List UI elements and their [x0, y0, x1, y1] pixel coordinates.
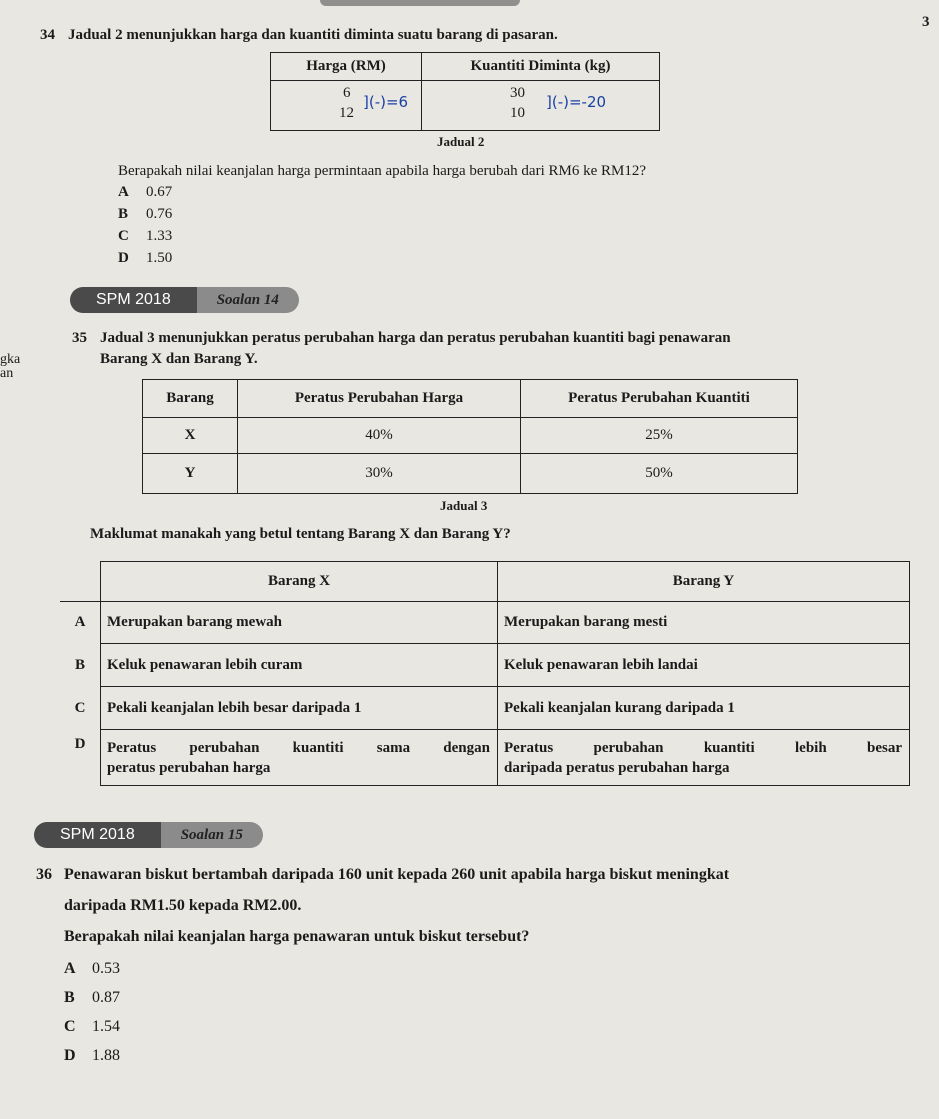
q35-number: 35 — [72, 330, 87, 346]
q36-number: 36 — [36, 866, 52, 883]
answer-d-y-line1: Peratus perubahan kuantiti lebih besar — [504, 739, 902, 756]
answer-header-barang-x: Barang X — [101, 562, 498, 602]
answer-cell-y: Keluk penawaran lebih landai — [498, 644, 910, 687]
q35-stem-line1: Jadual 3 menunjukkan peratus perubahan harga dan peratus perubahan kuantiti bagi penawaran — [100, 330, 731, 346]
jadual-3-cell: Y — [143, 454, 238, 494]
margin-fragment-1: gka — [0, 352, 21, 367]
jadual-3-caption: Jadual 3 — [440, 498, 488, 513]
jadual-3-table — [142, 379, 798, 494]
jadual-3-header-harga: Peratus Perubahan Harga — [238, 380, 521, 418]
badge-soalan: Soalan 14 — [197, 287, 299, 313]
jadual-2-kuantiti-30: 30 — [510, 85, 525, 101]
q34-stem — [40, 27, 558, 44]
option-letter: D — [64, 1047, 76, 1064]
option-letter: B — [118, 206, 129, 222]
jadual-2-harga-6: 6 — [343, 85, 351, 101]
answer-letter-blank — [60, 562, 101, 602]
option-letter: D — [118, 250, 129, 266]
option-text: 1.50 — [146, 250, 173, 266]
option-letter: A — [118, 184, 129, 200]
q35-stem-line2: Barang X dan Barang Y. — [100, 351, 258, 367]
q34-number: 34 — [40, 27, 55, 43]
jadual-2-kuantiti-10: 10 — [510, 105, 525, 121]
option-text: 1.88 — [92, 1047, 120, 1064]
answer-row-a[interactable] — [60, 602, 910, 644]
q36-option-a[interactable] — [64, 960, 120, 978]
answer-cell-x: Merupakan barang mewah — [101, 602, 498, 644]
jadual-3-cell: 25% — [521, 418, 798, 454]
answer-d-x-line1: Peratus perubahan kuantiti sama dengan — [107, 739, 490, 756]
q34-option-d[interactable] — [118, 250, 172, 267]
answer-cell-y: Merupakan barang mesti — [498, 602, 910, 644]
badge-year: SPM 2018 — [70, 287, 197, 313]
answer-d-y-line2: daripada peratus perubahan harga — [504, 759, 730, 776]
answer-letter: A — [74, 614, 86, 631]
option-letter: C — [118, 228, 129, 244]
q34-option-b[interactable] — [118, 206, 172, 223]
answer-row-b[interactable] — [60, 644, 910, 687]
option-text: 0.53 — [92, 960, 120, 977]
spm-2018-soalan-14-badge — [70, 287, 299, 313]
badge-soalan: Soalan 15 — [161, 822, 263, 848]
q36-stem-line2: daripada RM1.50 kepada RM2.00. — [64, 897, 302, 914]
handwritten-note-harga: ](-)=6 — [363, 93, 409, 111]
jadual-2-header-kuantiti: Kuantiti Diminta (kg) — [422, 53, 660, 81]
q36-option-c[interactable] — [64, 1018, 120, 1036]
answer-letter: B — [74, 656, 85, 673]
q35-question: Maklumat manakah yang betul tentang Barang X dan Barang Y? — [90, 526, 511, 542]
option-letter: B — [64, 989, 75, 1006]
jadual-2-harga-cell — [271, 81, 422, 131]
q36-stem-line1: Penawaran biskut bertambah daripada 160 unit kepada 260 unit apabila harga biskut meningkat — [64, 866, 730, 883]
margin-fragment-2: an — [0, 366, 14, 381]
answer-letter: D — [74, 735, 86, 752]
answer-row-c[interactable] — [60, 687, 910, 730]
jadual-3-header-barang: Barang — [143, 380, 238, 418]
option-letter: A — [64, 960, 76, 977]
answer-row-d[interactable] — [60, 730, 910, 786]
page-number: 3 — [922, 14, 930, 30]
jadual-3-header-kuantiti: Peratus Perubahan Kuantiti — [521, 380, 798, 418]
answer-cell-x: Keluk penawaran lebih curam — [101, 644, 498, 687]
q34-option-a[interactable] — [118, 184, 172, 201]
q34-option-c[interactable] — [118, 228, 172, 245]
jadual-3-cell: 40% — [238, 418, 521, 454]
jadual-2-table — [270, 52, 660, 131]
answer-d-x-line2: peratus perubahan harga — [107, 759, 271, 776]
answer-header-barang-y: Barang Y — [498, 562, 910, 602]
jadual-2-header-harga: Harga (RM) — [271, 53, 422, 81]
jadual-3-cell: X — [143, 418, 238, 454]
q35-answer-table — [60, 561, 910, 786]
answer-cell-y — [498, 730, 910, 786]
spm-2018-soalan-15-badge — [34, 822, 263, 848]
option-text: 0.87 — [92, 989, 120, 1006]
option-text: 0.76 — [146, 206, 173, 222]
q34-stem-text: Jadual 2 menunjukkan harga dan kuantiti diminta suatu barang di pasaran. — [68, 27, 558, 43]
q36-option-b[interactable] — [64, 989, 120, 1007]
handwritten-note-kuantiti: ](-)=-20 — [546, 93, 607, 111]
answer-cell-y: Pekali keanjalan kurang daripada 1 — [498, 687, 910, 730]
jadual-3-cell: 30% — [238, 454, 521, 494]
option-text: 1.54 — [92, 1018, 120, 1035]
q36-option-d[interactable] — [64, 1047, 120, 1065]
option-text: 1.33 — [146, 228, 173, 244]
jadual-2-harga-12: 12 — [339, 105, 354, 121]
answer-cell-x — [101, 730, 498, 786]
option-text: 0.67 — [146, 184, 173, 200]
top-smudge — [320, 0, 520, 6]
jadual-2-caption: Jadual 2 — [437, 134, 485, 149]
jadual-2-kuantiti-cell — [422, 81, 660, 131]
q34-question: Berapakah nilai keanjalan harga permintaan apabila harga berubah dari RM6 ke RM12? — [118, 163, 646, 179]
badge-year: SPM 2018 — [34, 822, 161, 848]
q36-question: Berapakah nilai keanjalan harga penawaran untuk biskut tersebut? — [64, 928, 530, 945]
answer-letter: C — [74, 699, 86, 716]
option-letter: C — [64, 1018, 76, 1035]
q36-stem — [36, 866, 729, 884]
jadual-3-cell: 50% — [521, 454, 798, 494]
answer-cell-x: Pekali keanjalan lebih besar daripada 1 — [101, 687, 498, 730]
q35-stem — [72, 330, 731, 347]
